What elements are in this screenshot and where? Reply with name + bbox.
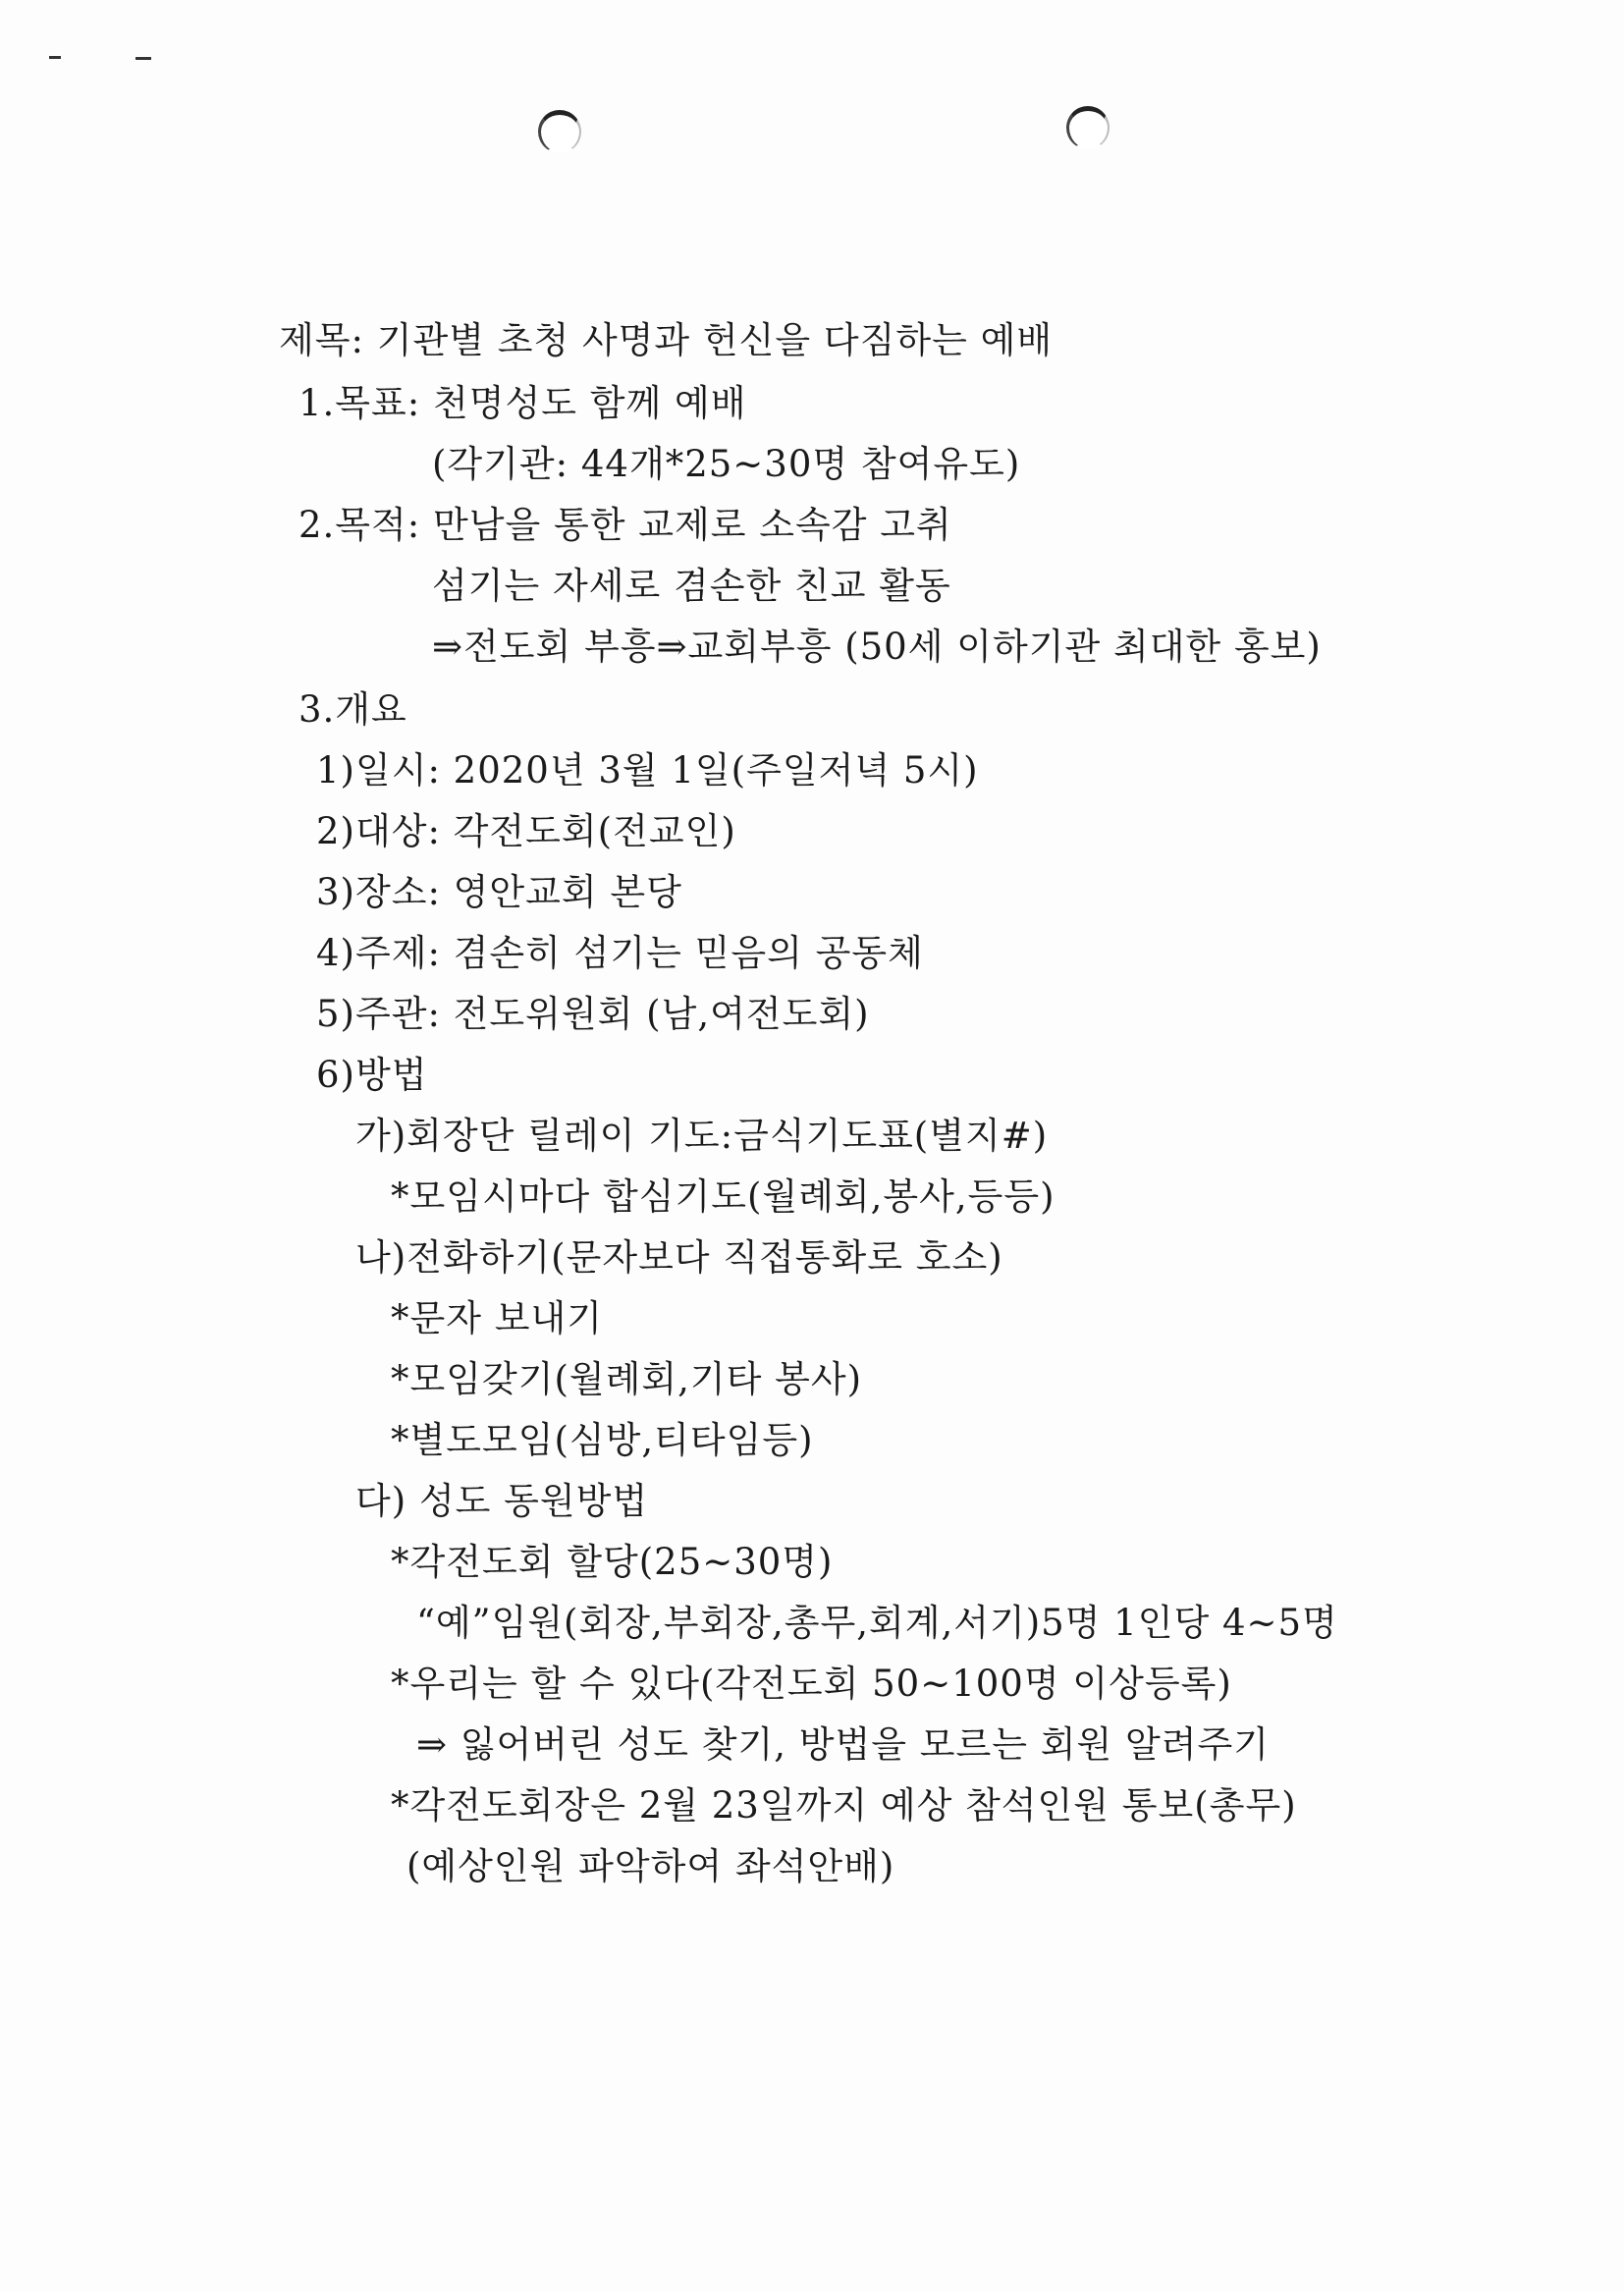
method-item-ga: 가)회장단 릴레이 기도:금식기도표(별지#) — [355, 1115, 1049, 1157]
scan-mark — [135, 57, 151, 60]
method-detail: (예상인원 파악하여 좌석안배) — [406, 1845, 895, 1887]
method-sub-item: *우리는 할 수 있다(각전도회 50~100명 이상등록) — [391, 1663, 1232, 1705]
overview-heading: 3.개요 — [298, 688, 407, 731]
overview-host: 5)주관: 전도위원회 (남,여전도회) — [316, 993, 870, 1035]
goal-sub-line: (각기관: 44개*25~30명 참여유도) — [432, 443, 1021, 485]
goal-line: 1.목표: 천명성도 함께 예배 — [298, 382, 747, 424]
method-sub-item: *별도모임(심방,티타임등) — [391, 1419, 814, 1461]
punch-hole-right — [1066, 106, 1110, 149]
method-sub-item: *모임시마다 합심기도(월례회,봉사,등등) — [391, 1175, 1056, 1218]
overview-datetime: 1)일시: 2020년 3월 1일(주일저녁 5시) — [316, 749, 979, 791]
overview-theme: 4)주제: 겸손히 섬기는 믿음의 공동체 — [316, 932, 924, 974]
method-sub-item: *모임갖기(월례회,기타 봉사) — [391, 1358, 863, 1400]
method-sub-item: *문자 보내기 — [391, 1297, 603, 1339]
scan-mark — [49, 56, 61, 59]
overview-place: 3)장소: 영안교회 본당 — [316, 871, 682, 913]
method-item-da: 다) 성도 동원방법 — [355, 1480, 649, 1522]
purpose-sub-line: ⇒전도회 부흥⇒교회부흥 (50세 이하기관 최대한 홍보) — [432, 626, 1322, 668]
purpose-sub-line: 섬기는 자세로 겸손한 친교 활동 — [432, 565, 951, 607]
method-detail: “예”임원(회장,부회장,총무,회계,서기)5명 1인당 4~5명 — [416, 1602, 1338, 1644]
method-detail: ⇒ 잃어버린 성도 찾기, 방법을 모르는 회원 알려주기 — [416, 1723, 1270, 1766]
method-sub-item: *각전도회 할당(25~30명) — [391, 1541, 834, 1583]
punch-hole-left — [538, 110, 581, 153]
document-title: 제목: 기관별 초청 사명과 헌신을 다짐하는 예배 — [279, 319, 1054, 361]
method-sub-item: *각전도회장은 2월 23일까지 예상 참석인원 통보(총무) — [391, 1784, 1297, 1827]
purpose-line: 2.목적: 만남을 통한 교제로 소속감 고취 — [298, 504, 952, 546]
method-item-na: 나)전화하기(문자보다 직접통화로 호소) — [355, 1236, 1003, 1279]
overview-target: 2)대상: 각전도회(전교인) — [316, 810, 736, 852]
overview-method: 6)방법 — [316, 1054, 428, 1096]
